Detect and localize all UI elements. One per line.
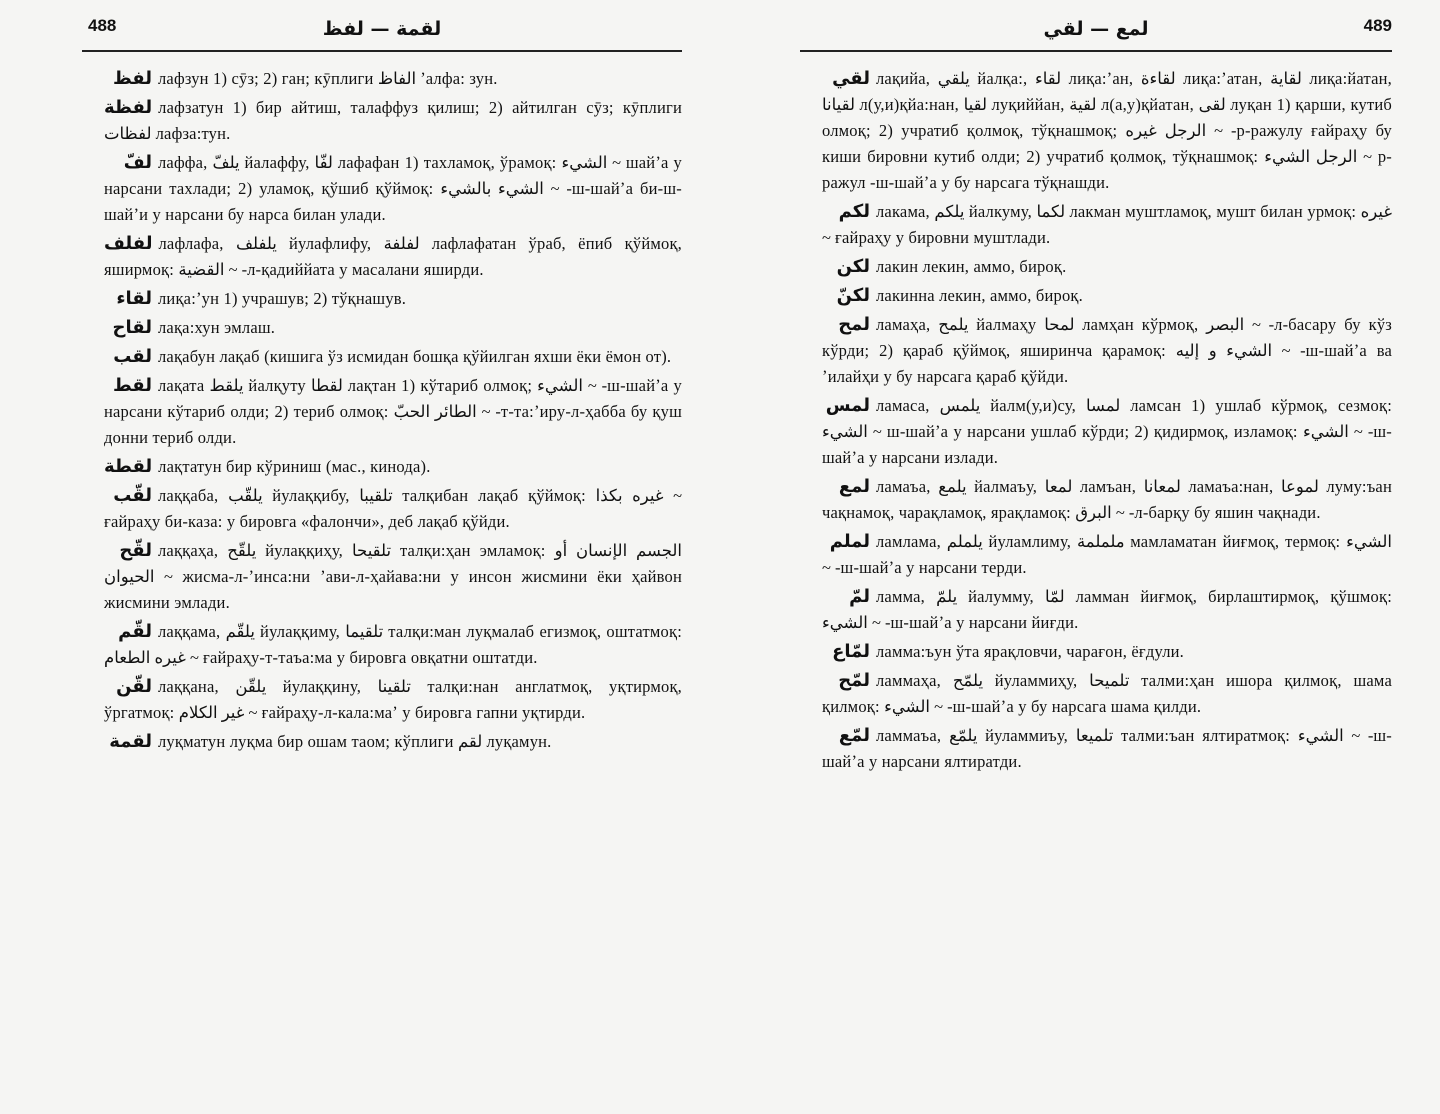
dictionary-entry (800, 393, 1392, 471)
page-number: 489 (1363, 16, 1392, 35)
entry-definition: лиқа:ʼун 1) учрашув; 2) тўқнашув. (158, 289, 407, 308)
dictionary-entry (82, 231, 682, 283)
entry-definition: ламаъа, يلمع йалмаъу, لمعا ламъан, لمعانا ламаъа:нан, لموعا луму:ъан чақнамоқ, чарақламоқ, ярақламоқ: البرق ~ -л-барқу бу яшин чақнади. (822, 477, 1392, 522)
header-rule (82, 50, 682, 52)
entry-headword: لمّع (838, 725, 870, 746)
dictionary-entry (82, 619, 682, 671)
left-page (82, 0, 682, 1114)
entry-headword: لقّن (116, 676, 152, 697)
entry-definition: лақабун лақаб (кишига ўз исмидан бошқа қўйилган яхши ёки ёмон от). (158, 347, 672, 366)
dictionary-entry (82, 538, 682, 616)
entry-headword: لفلف (104, 233, 153, 254)
entry-definition: ламаса, يلمس йалм(у,и)су, لمسا ламсан 1) ушлаб кўрмоқ, сезмоқ: الشيء ~ ш-шайʼа у нарсани ушлаб кўрди; 2) қидирмоқ, изламоқ: الشيء ~ -ш-шайʼа у нарсани излади. (822, 396, 1392, 467)
entry-definition: лаққаба, يلقّب йулаққибу, تلقيبا талқибан лақаб қўймоқ: غيره بكذا ~ ғайраҳу би-каза: у бировга «фалончи», деб лақаб қўйди. (104, 486, 682, 531)
dictionary-entry (800, 529, 1392, 581)
dictionary-entry (800, 66, 1392, 196)
entry-headword: لمّح (838, 670, 870, 691)
page-header (82, 0, 682, 52)
dictionary-entry (82, 674, 682, 726)
entry-headword: لقب (113, 346, 152, 367)
running-head: لمع — لقي (1043, 18, 1149, 40)
entry-definition: лаққаҳа, يلقّح йулаққиҳу, تلقيحا талқи:ҳан эмламоқ: الجسم الإنسان أو الحيوان ~ жисма-л-ʼинса:ни ʼави-л-ҳайава:ни у инсон жисмини ёки ҳайвон жисмини эмлади. (104, 541, 682, 612)
entry-definition: лафзатун 1) бир айтиш, талаффуз қилиш; 2) айтилган сӯз; кӯплиги لفظات лафза:тун. (104, 98, 682, 143)
entry-headword: لفّ (123, 152, 152, 173)
entry-headword: لقط (113, 375, 152, 396)
dictionary-entry (82, 373, 682, 451)
entry-headword: لقّم (118, 621, 152, 642)
entry-headword: لمح (838, 314, 870, 335)
entry-headword: لقاح (112, 317, 152, 338)
entry-headword: لمس (825, 395, 870, 416)
entry-definition: ламма:ъун ўта ярақловчи, чарағон, ёғдули. (876, 642, 1184, 661)
page-header (800, 0, 1392, 52)
entry-definition: лақата يلقط йалқуту لقطا лақтан 1) кўтариб олмоқ; الشيء ~ -ш-шайʼа у нарсани кўтариб олди; 2) териб олмоқ: الطائر الحبّ ~ -т-та:ʼиру-л-ҳабба бу қуш донни териб олди. (104, 376, 682, 447)
entry-list (82, 52, 682, 755)
entry-definition: лақийа, يلقي йалқа:, لقاء лиқа:ʼан, لقاءة лиқа:ʼатан, لقاية лиқа:йатан, لقيانا л(у,и)қйа:нан, لقيا луқиййан, لقية л(а,у)қйатан, لقى луқан 1) қарши, кутиб олмоқ; 2) учратиб қолмоқ, тўқнашмоқ; الرجل غيره ~ -р-ражулу ғайраҳу бу киши бировни кутиб олди; 2) учратиб қолмоқ, тўқнашмоқ: الرجل الشيء ~ р-ражул -ш-шайʼа у бу нарсага тўқнашди. (822, 69, 1393, 192)
right-page (800, 0, 1392, 1114)
entry-headword: لقطة (104, 456, 153, 477)
entry-definition: луқматун луқма бир ошам таом; кўплиги لقم луқамун. (158, 732, 552, 751)
entry-definition: лакинна лекин, аммо, бироқ. (876, 286, 1083, 305)
entry-headword: لملم (829, 531, 870, 552)
dictionary-entry (800, 312, 1392, 390)
dictionary-entry (82, 483, 682, 535)
running-head: لقمة — لفظ (322, 18, 442, 40)
entry-headword: لقّب (113, 485, 152, 506)
entry-list (800, 52, 1392, 775)
entry-headword: لقمة (109, 731, 152, 752)
dictionary-entry (82, 286, 682, 312)
dictionary-entry (82, 729, 682, 755)
header-rule (800, 50, 1392, 52)
dictionary-entry (800, 283, 1392, 309)
dictionary-entry (800, 639, 1392, 665)
entry-definition: лаққама, يلقّم йулаққиму, تلقيما талқи:ман луқмалаб егизмоқ, оштатмоқ: غيره الطعام ~ ғайраҳу-т-таъа:ма у бировга овқатни оштатди. (104, 622, 683, 667)
dictionary-entry (800, 254, 1392, 280)
dictionary-entry (82, 454, 682, 480)
dictionary-entry (82, 150, 682, 228)
entry-definition: лақтатун бир кўриниш (мас., кинода). (158, 457, 431, 476)
entry-definition: ламаҳа, يلمح йалмаҳу لمحا ламҳан кўрмоқ, البصر ~ -л-басару бу кўз кўрди; 2) қараб қўймоқ, яширинча қарамоқ: الشيء و إليه ~ -ш-шайʼа ва ʼилайҳи у бу нарсага қараб қўйди. (822, 315, 1392, 386)
entry-headword: لمّاع (832, 641, 870, 662)
entry-headword: لكم (838, 201, 870, 222)
dictionary-entry (82, 344, 682, 370)
entry-definition: лаффа, يلفّ йалаффу, لفّا лафафан 1) тахламоқ, ўрамоқ: الشيء ~ шайʼа у нарсани тахлади; 2) уламоқ, қўшиб қўймоқ: الشيء بالشيء ~ -ш-шайʼа би-ш-шайʼи у нарсани бу нарса билан улади. (104, 153, 682, 224)
entry-definition: лакин лекин, аммо, бироқ. (876, 257, 1067, 276)
entry-headword: لقي (832, 68, 870, 89)
dictionary-entry (800, 668, 1392, 720)
entry-definition: лафлафа, يلفلف йулафлифу, لفلفة лафлафатан ўраб, ёпиб қўймоқ, яширмоқ: القضية ~ -л-қадиййата у масалани яширди. (104, 234, 682, 279)
entry-definition: ламмаъа, يلمّع йуламмиъу, تلميعا талми:ъан ялтиратмоқ: الشيء ~ -ш-шайʼа у нарсани ялтиратди. (822, 726, 1392, 771)
entry-headword: لكنّ (836, 285, 870, 306)
dictionary-entry (82, 95, 682, 147)
entry-headword: لفظة (104, 97, 153, 118)
entry-definition: ламлама, يلملم йуламлиму, ململمة мамламатан йиғмоқ, термоқ: الشيء ~ -ш-шайʼа у нарсани терди. (822, 532, 1392, 577)
dictionary-entry (82, 66, 682, 92)
entry-definition: лақа:хун эмлаш. (158, 318, 276, 337)
entry-definition: лафзун 1) сӯз; 2) ган; кӯплиги الفاظ ʼалфа: зун. (158, 69, 498, 88)
page-number: 488 (88, 16, 117, 35)
entry-headword: لقّح (119, 540, 152, 561)
dictionary-entry (82, 315, 682, 341)
entry-definition: лакама, يلكم йалкуму, لكما лакман муштламоқ, мушт билан урмоқ: غيره ~ ғайраҳу у бировни муштлади. (822, 202, 1392, 247)
entry-headword: لمع (838, 476, 870, 497)
entry-definition: лаққана, يلقّن йулаққину, تلقينا талқи:нан англатмоқ, уқтирмоқ, ўргатмоқ: غير الكلام ~ ғайраҳу-л-кала:маʼ у бировга гапни уқтирди. (104, 677, 682, 722)
entry-headword: لقاء (116, 288, 152, 309)
entry-definition: ламмаҳа, يلمّح йуламмиҳу, تلميحا талми:ҳан ишора қилмоқ, шама қилмоқ: الشيء ~ -ш-шайʼа у бу нарсага шама қилди. (822, 671, 1392, 716)
dictionary-entry (800, 584, 1392, 636)
entry-headword: لكن (836, 256, 870, 277)
entry-headword: لمّ (849, 586, 870, 607)
dictionary-entry (800, 199, 1392, 251)
dictionary-entry (800, 723, 1392, 775)
entry-headword: لفظ (113, 68, 152, 89)
dictionary-entry (800, 474, 1392, 526)
entry-definition: ламма, يلمّ йалумму, لمّا ламман йиғмоқ, бирлаштирмоқ, қўшмоқ: الشيء ~ -ш-шайʼа у нарсани йиғди. (822, 587, 1392, 632)
